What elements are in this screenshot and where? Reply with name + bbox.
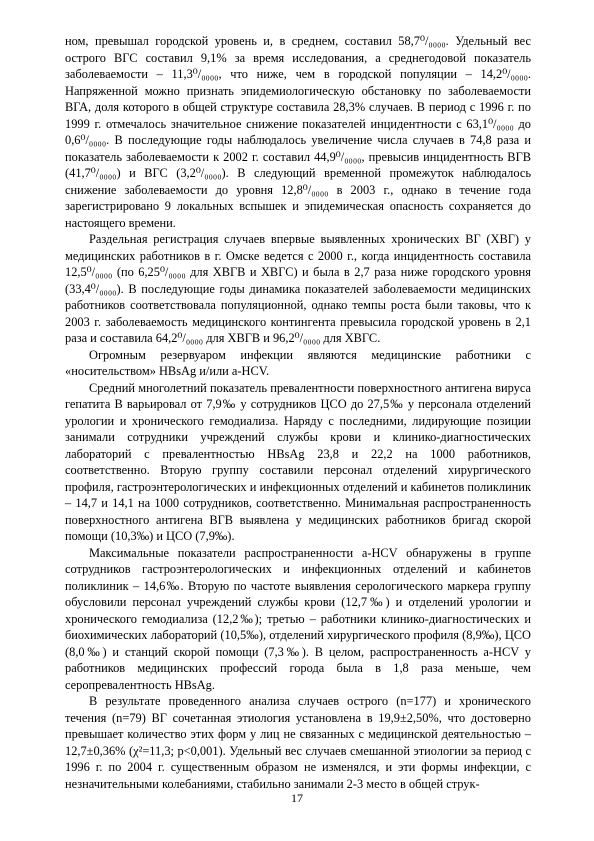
paragraph-2-text: Раздельная регистрация случаев впервые выявленных хронических ВГ (ХВГ) у медицинских работников в г. Омске ведется с 2000 г., когда инцидентность составила 12,5⁰/₀₀₀₀ (по 6,25⁰/₀₀₀₀ для ХВГВ и ХВГС) и была в 2,7 раза ниже городского уровня (33,4⁰/₀₀₀₀). В последующие годы динамика показателей заболеваемости медицинских работников соответствовала популяционной, однако темпы роста были таковы, что к 2003 г. заболеваемость медицинского контингента превысила городской уровень в 2,1 раза и составила 64,2⁰/₀₀₀₀ для ХВГВ и 96,2⁰/₀₀₀₀ для ХВГС. (65, 232, 531, 345)
paragraph-5-text: Максимальные показатели распространенности a-HCV обнаружены в группе сотрудников гастроэнтерологических и инфекционных отделений и кабинетов поликлиник – 14,6‰. Вторую по частоте выявления серологического маркера группу обусловили персонал учреждений службы крови (12,7‰) и отделений урологии и хронического гемодиализа (12,2‰); третью – работники клинико-диагностических и биохимических лабораторий (10,5‰), отделений хирургического профиля (8,9‰), ЦСО (8,0‰) и станций скорой помощи (7,3‰). В целом, распространенность a-HCV у работников медицинских профессий города была в 1,8 раза меньше, чем серопревалентность HBsAg. (65, 545, 531, 692)
paragraph-4-text: Средний многолетний показатель превалентности поверхностного антигена вируса гепатита В варьировал от 7,9‰ у сотрудников ЦСО до 27,5‰ у персонала отделений урологии и хронического гемодиализа. Наряду с последними, лидирующие позиции занимали сотрудники учреждений службы крови и клинико-диагностических лабораторий с превалентностью HBsAg 23,8 и 22,2 на 1000 работников, соответственно. Вторую группу составили персонал отделений хирургического профиля, гастроэнтерологических и инфекционных отделений и кабинетов поликлиник – 14,7 и 14,1 на 1000 сотрудников, соответственно. Минимальная распространенность поверхностного антигена ВГВ выявлена у медицинских работников бригад скорой помощи (10,3‰) и ЦСО (7,9‰). (65, 380, 531, 543)
page-number: 17 (291, 791, 303, 805)
paragraph-3-text: Огромным резервуаром инфекции являются медицинские работники с «носительством» HBsAg и/или a-HCV. (65, 347, 531, 378)
paragraph-5 (65, 545, 531, 694)
document-body (65, 33, 531, 792)
paragraph-1 (65, 33, 531, 231)
paragraph-4 (65, 380, 531, 545)
paragraph-6 (65, 693, 531, 792)
paragraph-1-text: ном, превышал городской уровень и, в среднем, составил 58,7⁰/₀₀₀₀. Удельный вес острого ВГС составил 9,1% за время исследования, а среднегодовой показатель заболеваемости – 11,3⁰/₀₀₀₀, что ниже, чем в городской популяции – 14,2⁰/₀₀₀₀. Напряженной можно признать эпидемиологическую обстановку по заболеваемости ВГА, доля которого в общей структуре составила 28,3% случаев. В период с 1996 г. по 1999 г. отмечалось значительное снижение показателей инцидентности с 63,1⁰/₀₀₀₀ до 0,6⁰/₀₀₀₀. В последующие годы наблюдалось увеличение числа случаев в 74,8 раза и показатель заболеваемости к 2002 г. составил 44,9⁰/₀₀₀₀, превысив инцидентность ВГВ (41,7⁰/₀₀₀₀) и ВГС (3,2⁰/₀₀₀₀). В следующий временной промежуток наблюдалось снижение заболеваемости до уровня 12,8⁰/₀₀₀₀ в 2003 г., однако в течение года зарегистрировано 9 локальных вспышек и эпидемическая опасность сохраняется до настоящего времени. (65, 34, 531, 230)
paragraph-6-text: В результате проведенного анализа случаев острого (n=177) и хронического течения (n=79) ВГ сочетанная этиология установлена в 19,9±2,50%, что достоверно превышает количество этих форм у лиц не связанных с медицинской деятельностью – 12,7±0,36% (χ²=11,3; p<0,001). Удельный вес случаев смешанной этиологии за период с 1996 г. по 2004 г. существенным образом не изменялся, и эти формы инфекции, с незначительными колебаниями, стабильно занимали 2-3 место в общей струк- (65, 694, 531, 791)
paragraph-2 (65, 231, 531, 347)
paragraph-3 (65, 347, 531, 380)
